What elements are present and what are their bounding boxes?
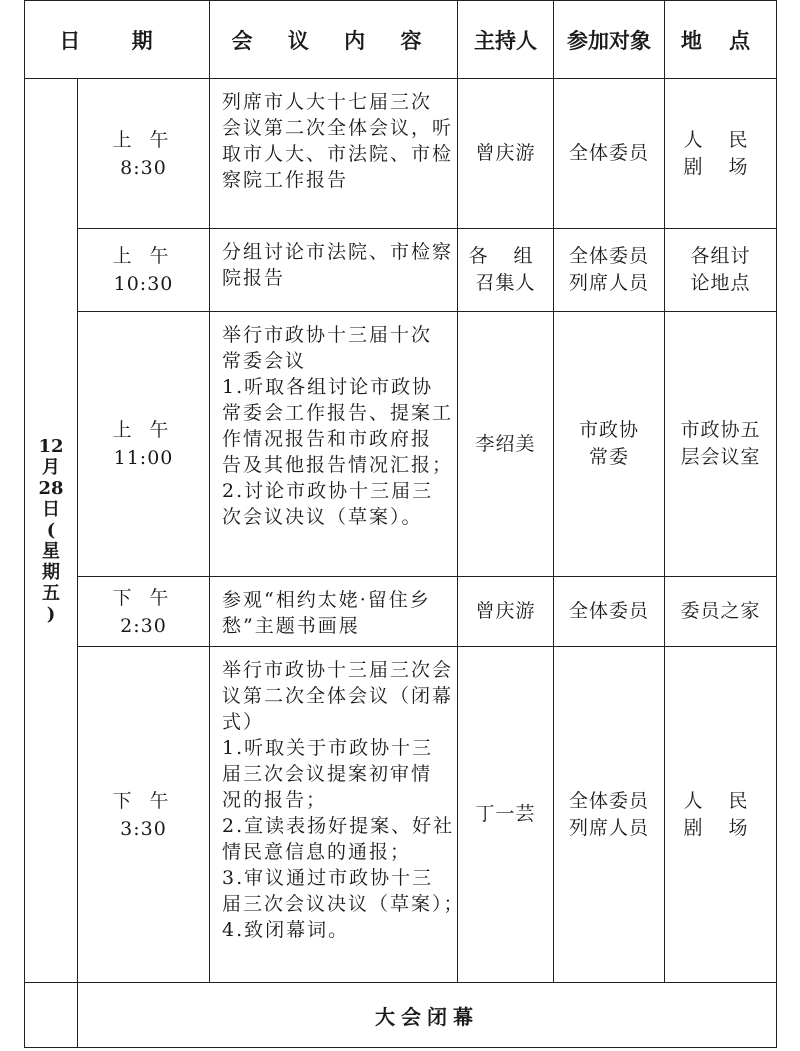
schedule-row [25,577,777,647]
content-line: 举行市政协十三届三次会 [222,659,454,681]
time-clock: 11:00 [113,447,174,469]
meeting-schedule-table [24,0,777,1048]
content-line: 分组讨论市法院、市检察 [222,241,454,263]
participants-line: 常委 [588,446,629,468]
date-char: ( [46,520,56,541]
date-char: 五 [42,583,60,604]
location-line: 市政协五 [680,419,761,441]
content-line: 愁”主题书画展 [222,615,360,637]
content-line: 4.致闭幕词。 [222,919,350,941]
content-line: 情民意信息的通报； [222,841,412,863]
content-line: 常委会工作报告、提案工 [222,402,454,424]
participants-cell [554,229,665,312]
participants-cell [554,647,665,983]
location-line: 剧 场 [683,816,758,839]
content-line: 取市人大、市法院、市检 [222,143,454,165]
date-char: 月 [42,457,60,478]
location-line: 剧 场 [683,155,758,178]
participants-cell [554,312,665,577]
date-char: 日 [42,499,60,520]
date-char: ) [46,604,56,625]
content-cell [210,577,458,647]
content-line: 1.听取各组讨论市政协 [222,376,434,398]
time-clock: 3:30 [120,817,167,840]
date-char: 12 [38,436,64,457]
date-char: 星 [42,541,60,562]
location-line: 人 民 [683,789,758,812]
time-cell [78,577,210,647]
location-line: 层会议室 [680,446,761,468]
time-clock: 2:30 [120,614,167,637]
header-location: 地 点 [665,1,777,79]
participants-line: 全体委员 [568,789,649,812]
content-cell [210,647,465,983]
host-line: 召集人 [475,272,536,294]
time-cell [78,312,210,577]
location-line: 委员之家 [680,600,761,622]
participants-line: 列席人员 [568,272,649,294]
host-cell [458,577,554,647]
time-cell [78,229,210,312]
header-content: 会 议 内 容 [210,1,458,79]
content-cell [210,312,458,577]
content-line: 常委会议 [222,350,307,372]
header-host: 主持人 [458,1,554,79]
content-line: 况的报告； [222,789,328,811]
content-line: 次会议决议（草案）。 [222,506,423,528]
time-period: 下 午 [112,789,175,812]
participants-cell [554,79,665,229]
host-line: 李绍美 [475,432,536,455]
schedule-row [25,647,777,983]
participants-line: 全体委员 [568,142,649,164]
date-cell [25,79,78,983]
location-cell [665,79,777,229]
host-cell [458,79,554,229]
table-header-row [25,1,777,79]
closing-cell: 大会闭幕 [78,983,777,1048]
content-line: 3.审议通过市政协十三 [222,867,434,889]
host-line: 丁一芸 [475,803,536,825]
time-period: 下 午 [112,586,175,609]
header-participants: 参加对象 [554,1,665,79]
participants-line: 市政协 [578,419,639,441]
content-line: 参观“相约太姥·留住乡 [222,589,431,611]
content-line: 举行市政协十三届十次 [222,324,433,346]
closing-row [25,983,777,1048]
host-line: 曾庆游 [475,600,536,622]
content-line: 告及其他报告情况汇报； [222,454,454,476]
time-period: 上 午 [112,128,175,151]
content-line: 式） [222,711,265,733]
content-line: 届三次会议决议（草案）； [222,893,465,915]
time-period: 上 午 [112,245,175,267]
participants-line: 全体委员 [568,600,649,622]
location-line: 人 民 [683,128,758,151]
location-cell [665,647,777,983]
participants-line: 全体委员 [568,245,649,267]
content-line: 察院工作报告 [222,169,349,191]
content-line: 院报告 [222,267,286,289]
time-clock: 8:30 [120,156,167,179]
host-cell [458,312,554,577]
host-line: 各 组 [468,245,543,267]
time-cell [78,647,210,983]
content-line: 会议第二次全体会议，听 [222,117,454,139]
host-cell [458,647,554,983]
location-cell [665,312,777,577]
schedule-row [25,229,777,312]
time-cell [78,79,210,229]
location-line: 各组讨 [690,245,751,267]
date-char: 期 [42,562,60,583]
schedule-row [25,79,777,229]
location-cell [665,229,777,312]
content-line: 1.听取关于市政协十三 [222,737,434,759]
host-line: 曾庆游 [475,142,536,164]
content-line: 列席市人大十七届三次 [222,91,433,113]
content-cell [210,79,458,229]
date-vertical-label [38,436,63,625]
content-line: 议第二次全体会议（闭幕 [222,685,454,707]
participants-cell [554,577,665,647]
closing-date-blank [25,983,78,1048]
content-line: 届三次会议提案初审情 [222,763,433,785]
time-period: 上 午 [112,419,175,441]
date-char: 28 [38,478,64,499]
content-line: 2.讨论市政协十三届三 [222,480,434,502]
location-line: 论地点 [690,272,751,294]
schedule-row [25,312,777,577]
content-cell [210,229,458,312]
participants-line: 列席人员 [568,816,649,839]
location-cell [665,577,777,647]
content-line: 2.宣读表扬好提案、好社 [222,815,455,837]
content-line: 作情况报告和市政府报 [222,428,433,450]
time-clock: 10:30 [113,273,174,295]
host-cell [458,229,554,312]
header-date: 日 期 [25,1,210,79]
